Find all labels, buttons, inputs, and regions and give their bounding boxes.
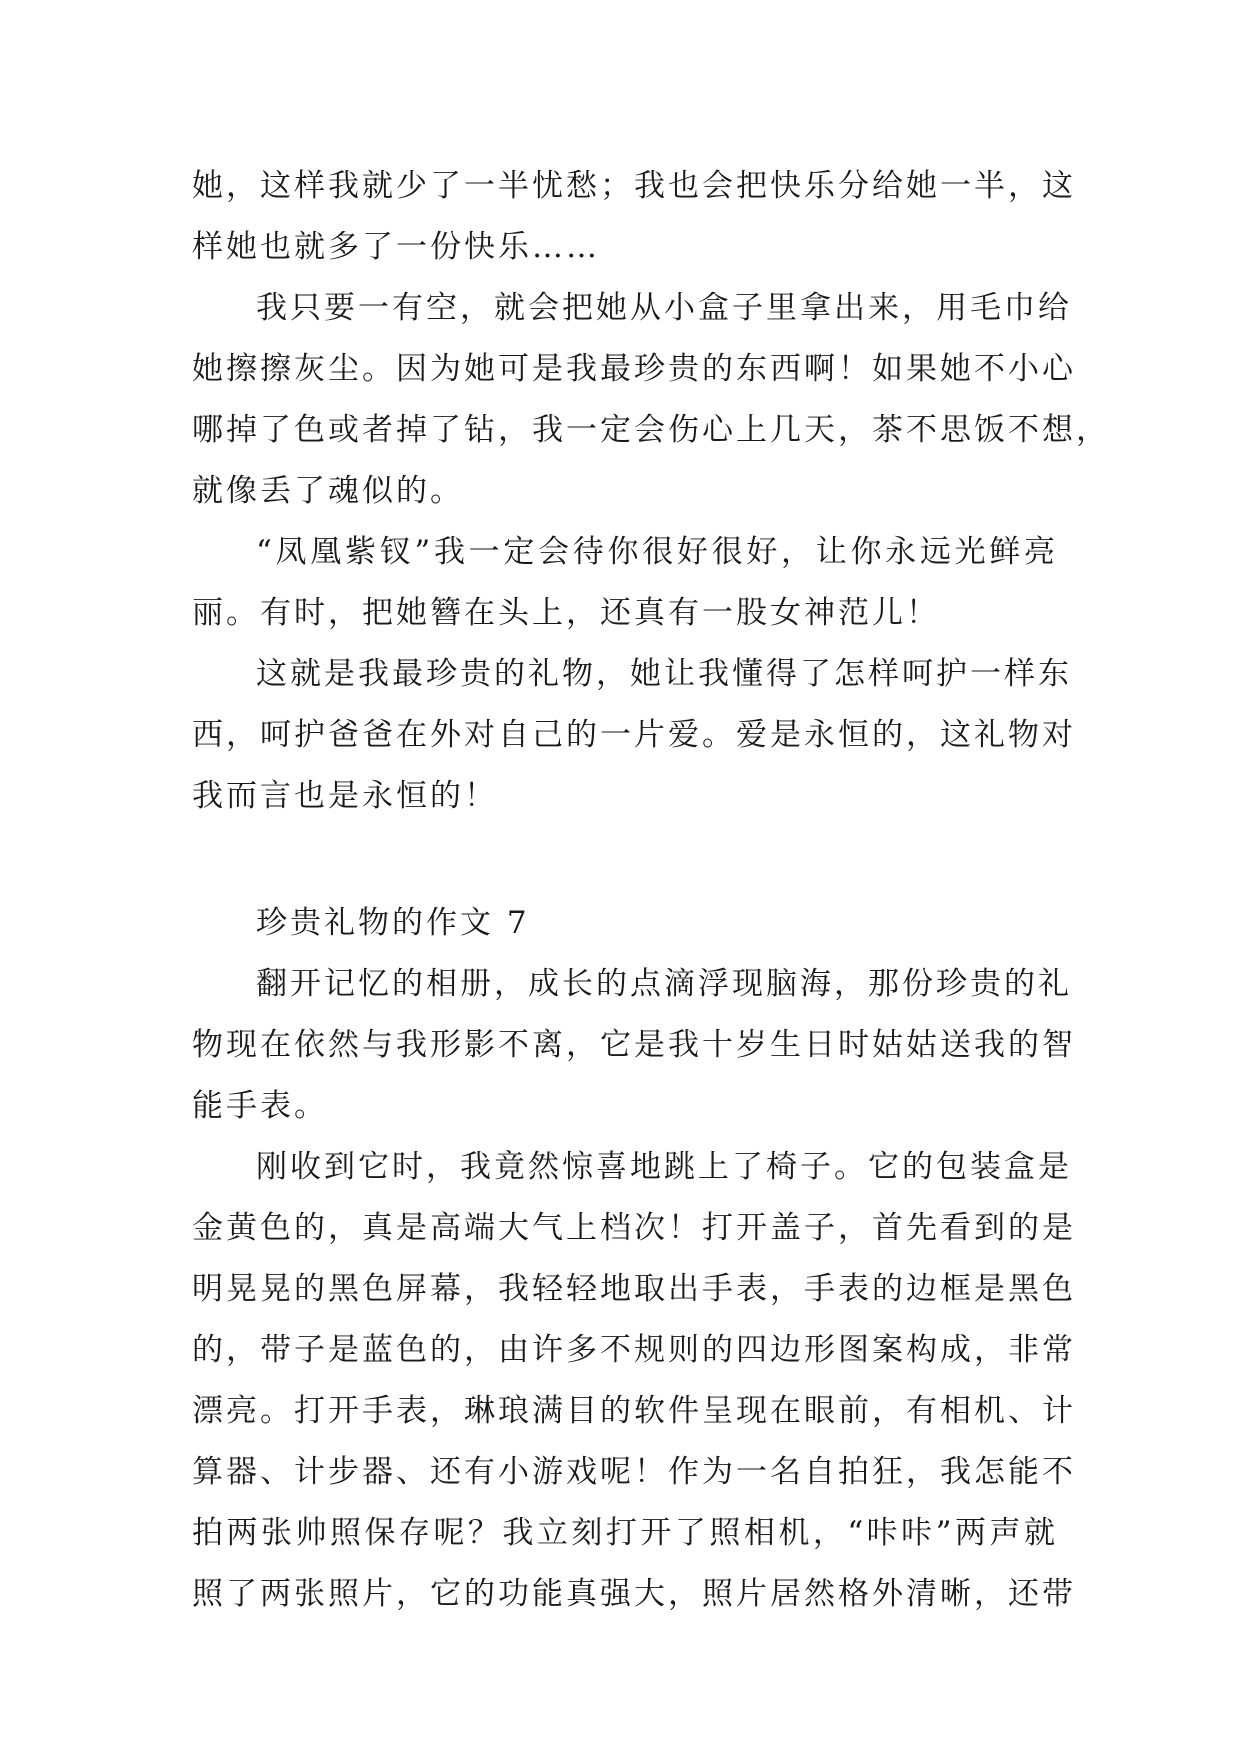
text-line: 算器、计步器、还有小游戏呢！作为一名自拍狂，我怎能不 bbox=[192, 1454, 1076, 1490]
text-line: 西，呵护爸爸在外对自己的一片爱。爱是永恒的，这礼物对 bbox=[192, 717, 1076, 753]
text-line: 漂亮。打开手表，琳琅满目的软件呈现在眼前，有相机、计 bbox=[192, 1393, 1076, 1429]
text-line: 刚收到它时，我竟然惊喜地跳上了椅子。它的包装盒是 bbox=[256, 1149, 1072, 1185]
section-heading: 珍贵礼物的作文 7 bbox=[256, 905, 530, 941]
text-line: 我只要一有空，就会把她从小盒子里拿出来，用毛巾给 bbox=[256, 290, 1072, 326]
text-line: 翻开记忆的相册，成长的点滴浮现脑海，那份珍贵的礼 bbox=[256, 966, 1072, 1002]
paragraph-smartwatch-intro bbox=[192, 954, 1076, 1137]
text-line: 能手表。 bbox=[192, 1088, 328, 1124]
text-line: 就像丢了魂似的。 bbox=[192, 473, 464, 509]
paragraph-conclusion bbox=[192, 644, 1076, 827]
text-line: 她擦擦灰尘。因为她可是我最珍贵的东西啊！如果她不小心 bbox=[192, 351, 1076, 387]
text-line: 样她也就多了一份快乐…… bbox=[192, 229, 600, 265]
paragraph-smartwatch-detail bbox=[192, 1137, 1076, 1625]
section-gap bbox=[192, 827, 1058, 893]
text-line: 她，这样我就少了一半忧愁；我也会把快乐分给她一半，这 bbox=[192, 168, 1076, 204]
text-line: 金黄色的，真是高端大气上档次！打开盖子，首先看到的是 bbox=[192, 1210, 1076, 1246]
paragraph-continuation bbox=[192, 156, 1076, 278]
text-line: 物现在依然与我形影不离，它是我十岁生日时姑姑送我的智 bbox=[192, 1027, 1076, 1063]
paragraph-hairpin-care bbox=[192, 278, 1110, 522]
text-line: 明晃晃的黑色屏幕，我轻轻地取出手表，手表的边框是黑色 bbox=[192, 1271, 1076, 1307]
text-line: 这就是我最珍贵的礼物，她让我懂得了怎样呵护一样东 bbox=[256, 656, 1072, 692]
text-line: “凤凰紫钗”我一定会待你很好很好，让你永远光鲜亮 bbox=[256, 534, 1058, 570]
paragraph-phoenix-hairpin bbox=[192, 522, 1058, 644]
text-line: 拍两张帅照保存呢？我立刻打开了照相机，“咔咔”两声就 bbox=[192, 1515, 1058, 1551]
text-line: 丽。有时，把她簪在头上，还真有一股女神范儿！ bbox=[192, 595, 940, 631]
text-line: 的，带子是蓝色的，由许多不规则的四边形图案构成，非常 bbox=[192, 1332, 1076, 1368]
document-page bbox=[192, 156, 1110, 1625]
text-line: 我而言也是永恒的！ bbox=[192, 778, 498, 814]
text-line: 哪掉了色或者掉了钻，我一定会伤心上几天，茶不思饭不想， bbox=[192, 412, 1110, 448]
text-line: 照了两张照片，它的功能真强大，照片居然格外清晰，还带 bbox=[192, 1576, 1076, 1612]
